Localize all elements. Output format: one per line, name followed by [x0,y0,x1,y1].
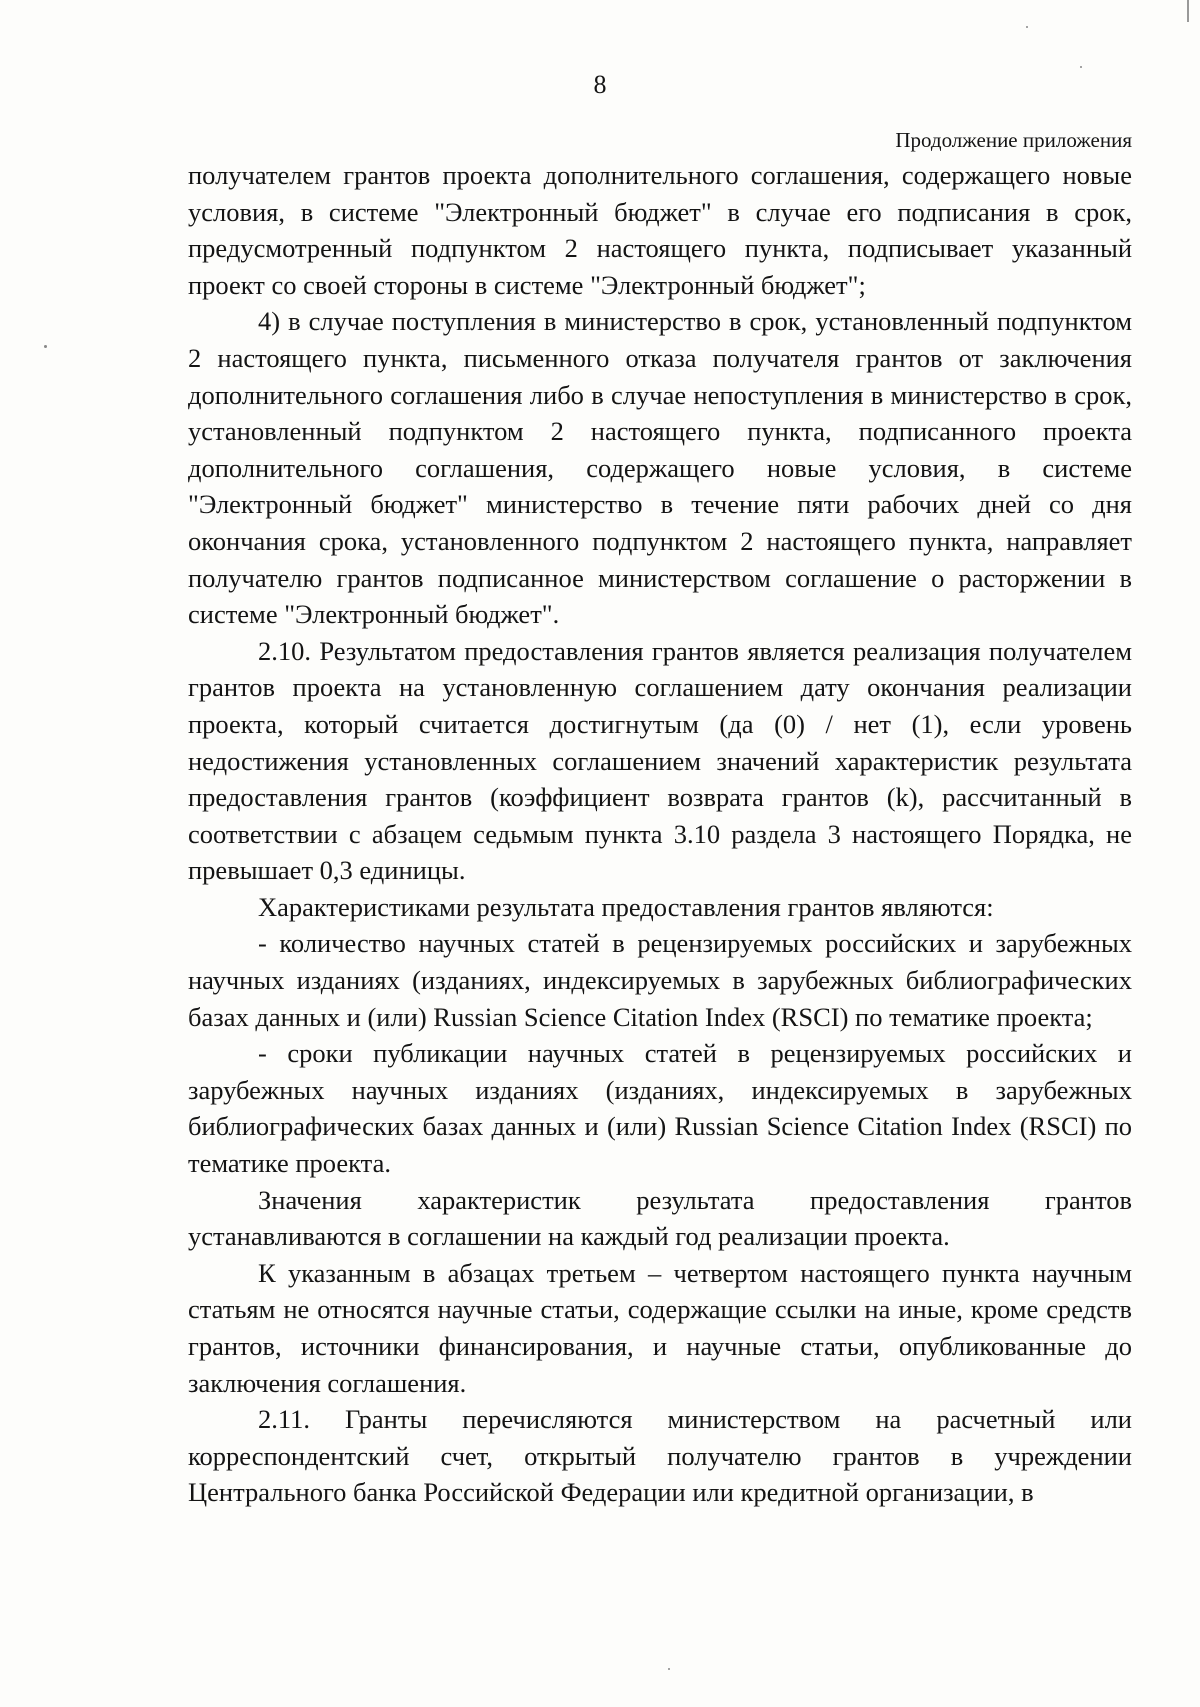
document-body [188,157,1132,1511]
scan-edge-mark [1187,0,1189,22]
page-number: 8 [593,70,607,99]
scan-speck [44,345,47,348]
scan-speck [1080,66,1082,68]
list-item: - количество научных статей в рецензируемых российских и зарубежных научных изданиях (изданиях, индексируемых в зарубежных библиографических базах данных и (или) Russian Science Citation Index (RSCI) по тематике проекта; [188,928,1132,1032]
paragraph: Значения характеристик результата предоставления грантов устанавливаются в соглашении на каждый год реализации проекта. [188,1184,1132,1252]
paragraph: 2.11. Гранты перечисляются министерством на расчетный или корреспондентский счет, открытый получателю грантов в учреждении Центрального банка Российской Федерации или кредитной организации, в [188,1404,1132,1508]
paragraph: получателем грантов проекта дополнительного соглашения, содержащего новые условия, в системе "Электронный бюджет" в случае его подписания в срок, предусмотренный подпунктом 2 настоящего пункта, подписывает указанный проект со своей стороны в системе "Электронный бюджет"; [188,160,1132,300]
scan-speck [1026,26,1028,28]
paragraph: Характеристиками результата предоставления грантов являются: [258,891,994,922]
continuation-note: Продолжение приложения [895,128,1132,152]
paragraph: К указанным в абзацах третьем – четвертом настоящего пункта научным статьям не относятся научные статьи, содержащие ссылки на иные, кроме средств грантов, источники финансирования, и научные статьи, опубликованные до заключения соглашения. [188,1257,1132,1398]
scan-speck [668,1668,670,1670]
paragraph: 2.10. Результатом предоставления грантов является реализация получателем грантов проекта на установленную соглашением дату окончания реализации проекта, который считается достигнутым (да (0) / нет (1), если уровень недостижения установленных соглашением значений характеристик результата предоставления грантов (коэффициент возврата грантов (k), рассчитанный в соответствии с абзацем седьмым пункта 3.10 раздела 3 настоящего Порядка, не превышает 0,3 единицы. [188,635,1132,886]
paragraph: 4) в случае поступления в министерство в срок, установленный подпунктом 2 настоящего пункта, письменного отказа получателя грантов от заключения дополнительного соглашения либо в случае непоступления в министерство в срок, установленный подпунктом 2 настоящего пункта, подписанного проекта дополнительного соглашения, содержащего новые условия, в системе "Электронный бюджет" министерство в течение пяти рабочих дней со дня окончания срока, установленного подпунктом 2 настоящего пункта, направляет получателю грантов подписанное министерством соглашение о расторжении в системе "Электронный бюджет". [188,306,1132,630]
list-item: - сроки публикации научных статей в рецензируемых российских и зарубежных научных изданиях (изданиях, индексируемых в зарубежных библиографических базах данных и (или) Russian Science Citation Index (RSCI) по тематике проекта. [188,1038,1132,1179]
